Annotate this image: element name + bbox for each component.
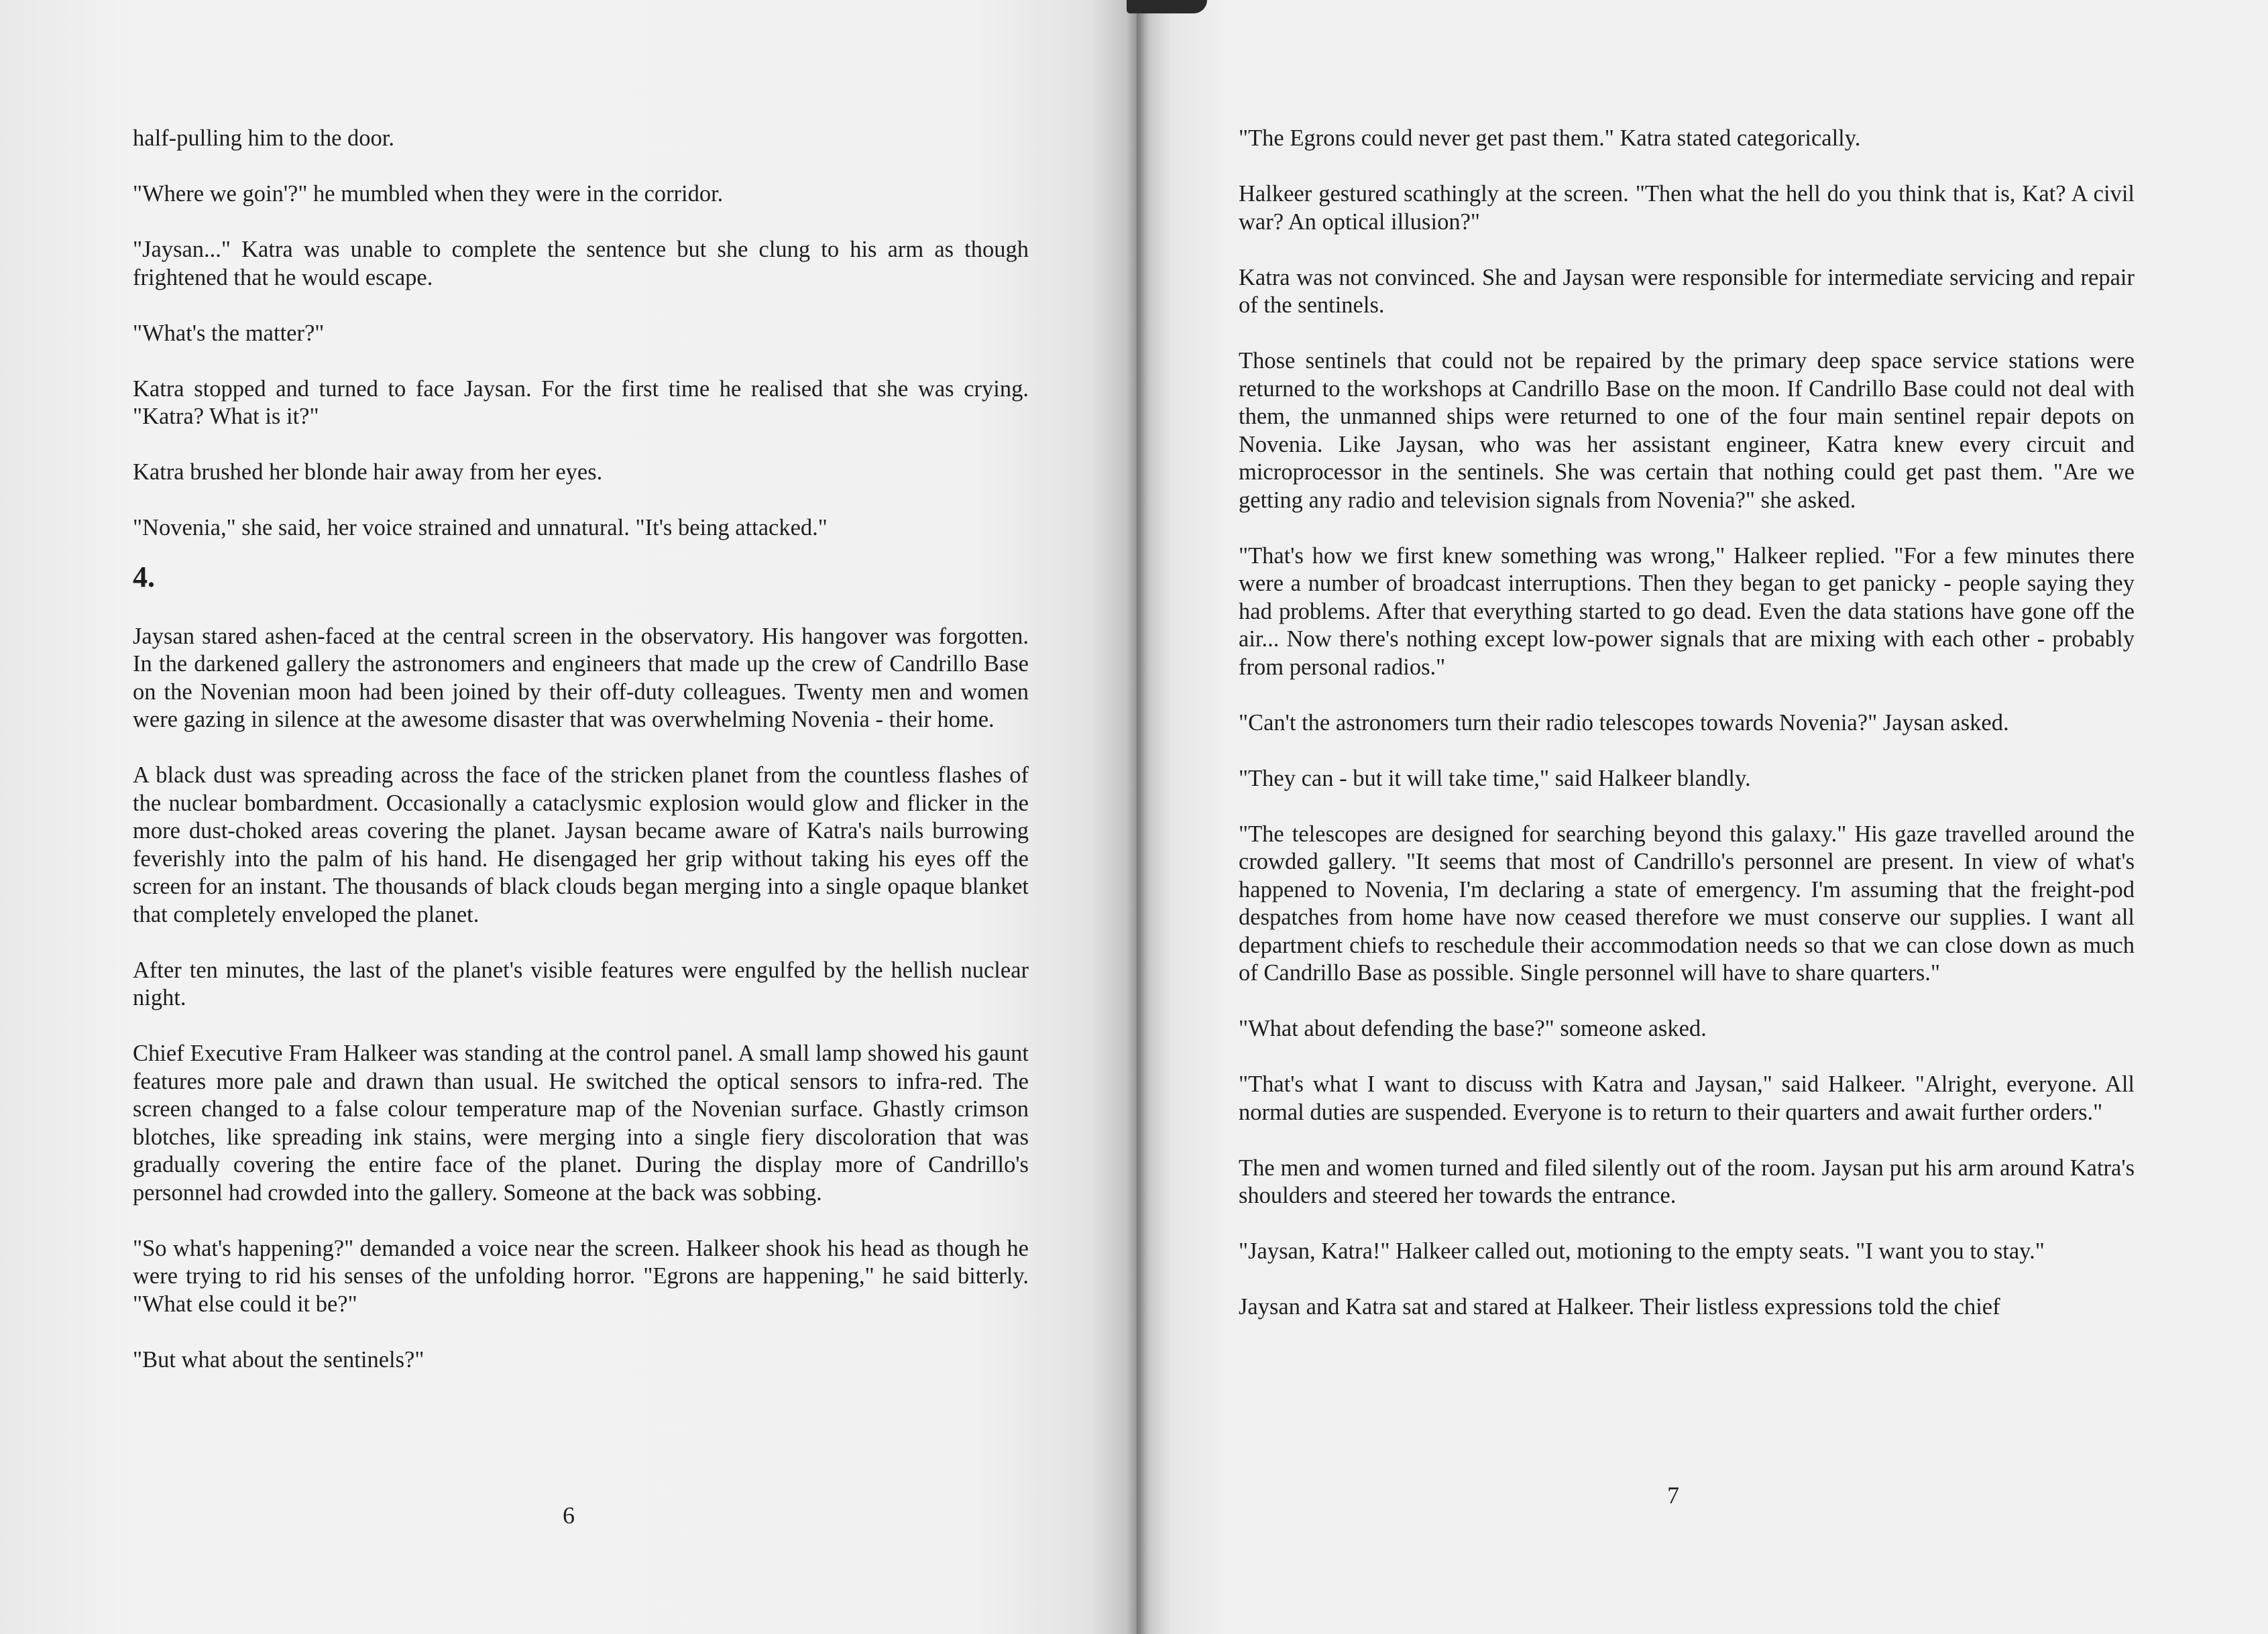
paragraph: Katra brushed her blonde hair away from her eyes. [133, 459, 603, 485]
paragraph: The men and women turned and filed silently out of the room. Jaysan put his arm around Katra's shoulders and steered her towards the entrance. [1239, 1155, 2135, 1208]
paragraph: "Jaysan..." Katra was unable to complete the sentence but she clung to his arm as though frightened that he would escape. [133, 237, 1029, 290]
paragraph: "Where we goin'?" he mumbled when they were in the corridor. [133, 181, 724, 207]
paragraph: "But what about the sentinels?" [133, 1346, 424, 1373]
paragraph: Katra stopped and turned to face Jaysan. For the first time he realised that she was crying. "Katra? What is it?" [133, 375, 1029, 429]
paragraph: "What about defending the base?" someone asked. [1239, 1016, 1707, 1041]
paragraph: Chief Executive Fram Halkeer was standing at the control panel. A small lamp showed his gaunt features more pale and drawn than usual. He switched the optical sensors to infra-red. The screen changed to a false colour temperature map of the Novenian surface. Ghastly crimson blotches, like spreading ink stains, were merging into a single fiery discoloration that was gradually covering the entire face of the planet. During the display more of Candrillo's personnel had crowded into the gallery. Someone at the back was sobbing. [133, 1041, 1029, 1206]
paragraph: "They can - but it will take time," said Halkeer blandly. [1239, 765, 1751, 791]
paragraph: "That's what I want to discuss with Katra and Jaysan," said Halkeer. "Alright, everyone. All normal duties are suspended. Everyone is to return to their quarters and await further orders." [1239, 1071, 2135, 1125]
paragraph: After ten minutes, the last of the planet's visible features were engulfed by the hellish nuclear night. [133, 957, 1029, 1010]
page-number: 6 [563, 1502, 575, 1529]
paragraph: Jaysan and Katra sat and stared at Halkeer. Their listless expressions told the chief [1239, 1294, 2000, 1320]
paragraph: half-pulling him to the door. [133, 125, 394, 151]
paragraph: "Jaysan, Katra!" Halkeer called out, motioning to the empty seats. "I want you to stay." [1239, 1238, 2045, 1264]
paragraph: "The Egrons could never get past them." Katra stated categorically. [1239, 125, 1861, 151]
paragraph: Katra was not convinced. She and Jaysan were responsible for intermediate servicing and repair of the sentinels. [1239, 264, 2135, 318]
paragraph: Jaysan stared ashen-faced at the central screen in the observatory. His hangover was forgotten. In the darkened gallery the astronomers and engineers that made up the crew of Candrillo Base on the Novenian moon had been joined by their off-duty colleagues. Twenty men and women were gazing in silence at the awesome disaster that was overwhelming Novenia - their home. [133, 623, 1029, 732]
paragraph: "That's how we first knew something was wrong," Halkeer replied. "For a few minutes there were a number of broadcast interruptions. Then they began to get panicky - people saying they had problems. After that everything started to go dead. Even the data stations have gone off the air... Now there's nothing except low-power signals that are mixing with each other - probably from personal radios." [1239, 542, 2135, 680]
book-gutter [1127, 0, 1147, 1634]
left-page-text [133, 125, 1029, 1402]
binding-edge [1127, 0, 1207, 13]
paragraph: "So what's happening?" demanded a voice near the screen. Halkeer shook his head as though he were trying to rid his senses of the unfolding horror. "Egrons are happening," he said bitterly. "What else could it be?" [133, 1235, 1029, 1317]
paragraph: "The telescopes are designed for searching beyond this galaxy." His gaze travelled around the crowded gallery. "It seems that most of Candrillo's personnel are present. In view of what's happened to Novenia, I'm declaring a state of emergency. I'm assuming that the freight-pod despatches from home have now ceased therefore we must conserve our supplies. I want all department chiefs to reschedule their accommodation needs so that we can close down as much of Candrillo Base as possible. Single personnel will have to share quarters." [1239, 821, 2135, 986]
paragraph: Halkeer gestured scathingly at the screen. "Then what the hell do you think that is, Kat? A civil war? An optical illusion?" [1239, 181, 2135, 235]
page-number: 7 [1667, 1482, 1679, 1509]
paragraph: A black dust was spreading across the face of the stricken planet from the countless flashes of the nuclear bombardment. Occasionally a cataclysmic explosion would glow and flicker in the more dust-choked areas covering the planet. Jaysan became aware of Katra's nails burrowing feverishly into the palm of his hand. He disengaged her grip without taking his eyes off the screen for an instant. The thousands of black clouds began merging into a single opaque blanket that completely enveloped the planet. [133, 762, 1029, 927]
paragraph: "Novenia," she said, her voice strained and unnatural. "It's being attacked." [133, 515, 828, 540]
paragraph: "Can't the astronomers turn their radio telescopes towards Novenia?" Jaysan asked. [1239, 709, 2009, 736]
paragraph: "What's the matter?" [133, 320, 325, 346]
paragraph: Those sentinels that could not be repaired by the primary deep space service stations were returned to the workshops at Candrillo Base on the moon. If Candrillo Base could not deal with them, the unmanned ships were returned to one of the four main sentinel repair depots on Novenia. Like Jaysan, who was her assistant engineer, Katra knew every circuit and microprocessor in the sentinels. She was certain that nothing could get past them. "Are we getting any radio and television signals from Novenia?" she asked. [1239, 348, 2135, 513]
chapter-heading: 4. [133, 560, 155, 593]
right-page-text [1239, 125, 2135, 1349]
right-page [1137, 0, 2268, 1634]
